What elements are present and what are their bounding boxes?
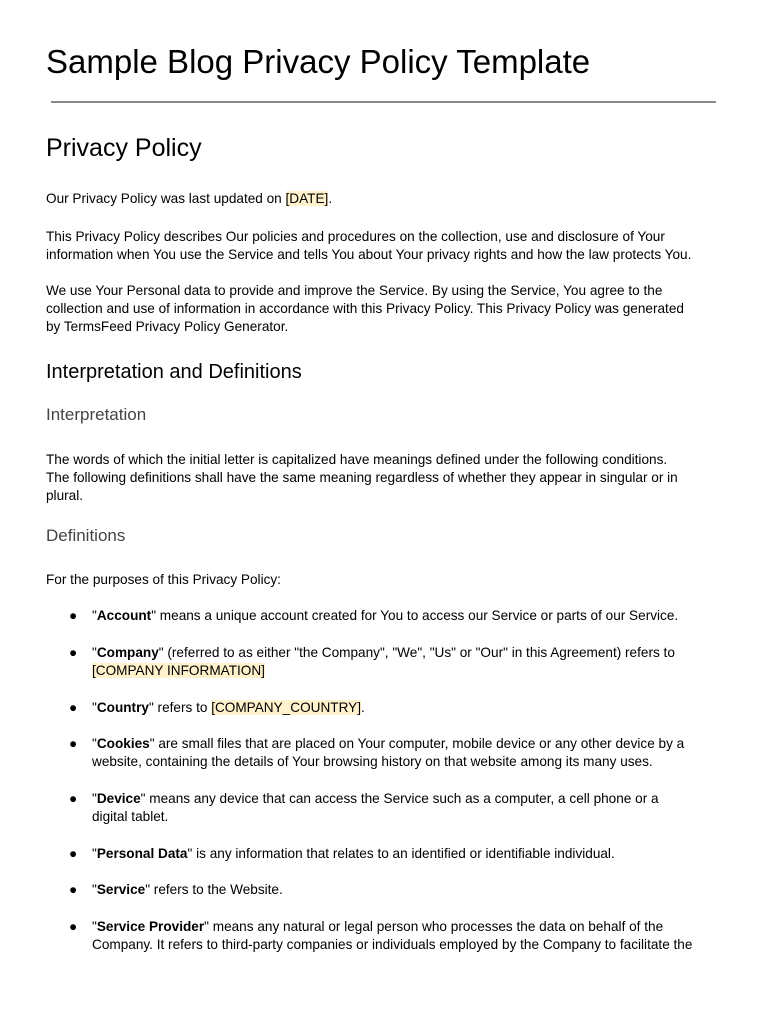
bullet-icon: ●	[69, 645, 78, 660]
bullet-icon: ●	[69, 736, 78, 751]
usage-line: We use Your Personal data to provide and improve the Service. By using the Service, You agree to the	[46, 283, 663, 298]
company-country-placeholder: [COMPANY_COUNTRY]	[211, 700, 361, 715]
definition-line: digital tablet.	[92, 809, 169, 825]
definition-line: "Country" refers to [COMPANY_COUNTRY].	[92, 700, 365, 715]
document-title: Sample Blog Privacy Policy Template	[46, 43, 591, 80]
definition-term: Company	[96, 645, 159, 660]
definition-country	[69, 699, 732, 717]
bullet-icon: ●	[69, 846, 78, 861]
definition-text: " means a unique account created for You to access our Service or parts of our Service.	[151, 608, 679, 623]
definition-line: "Service Provider" means any natural or legal person who processes the data on behalf of the	[92, 919, 664, 934]
definition-term: Country	[96, 700, 149, 715]
definition-text: " (referred to as either "the Company", "We", "Us" or "Our" in this Agreement) refers to	[158, 645, 675, 660]
definition-line: website, containing the details of Your browsing history on that website among its many uses.	[92, 754, 653, 770]
definition-service-provider	[69, 918, 732, 954]
usage-line: by TermsFeed Privacy Policy Generator.	[46, 319, 289, 335]
definition-service	[69, 881, 732, 899]
definition-text: " are small files that are placed on Your computer, mobile device or any other device by a	[149, 736, 685, 751]
definition-line: "Service" refers to the Website.	[92, 882, 283, 897]
usage-line: collection and use of information in accordance with this Privacy Policy. This Privacy Policy was generated	[46, 301, 684, 317]
bullet-icon: ●	[69, 700, 78, 715]
definition-period: .	[361, 700, 365, 715]
definition-term: Cookies	[96, 736, 150, 751]
last-updated-period: .	[328, 191, 333, 206]
definition-term: Account	[96, 608, 152, 623]
date-placeholder: [DATE]	[285, 191, 329, 206]
usage-paragraph	[46, 282, 726, 337]
definitions-intro: For the purposes of this Privacy Policy:	[46, 572, 281, 587]
definition-line: Company. It refers to third-party companies or individuals employed by the Company to facilitate the	[92, 937, 693, 953]
bullet-icon: ●	[69, 608, 78, 623]
definition-text: " is any information that relates to an identified or identifiable individual.	[187, 846, 615, 861]
definitions-heading: Definitions	[46, 526, 126, 545]
interpretation-line: The words of which the initial letter is capitalized have meanings defined under the following conditions.	[46, 452, 668, 467]
definition-line: "Account" means a unique account created for You to access our Service or parts of our Service.	[92, 608, 679, 623]
definition-term: Service Provider	[96, 919, 205, 934]
last-updated-text: Our Privacy Policy was last updated on	[46, 191, 286, 206]
definition-line: "Company" (referred to as either "the Company", "We", "Us" or "Our" in this Agreement) refers to	[92, 645, 675, 660]
privacy-policy-heading: Privacy Policy	[46, 134, 202, 162]
definition-text: " means any device that can access the Service such as a computer, a cell phone or a	[140, 791, 659, 806]
last-updated-paragraph	[46, 190, 726, 208]
definition-line: "Cookies" are small files that are placed on Your computer, mobile device or any other device by a	[92, 736, 685, 751]
definition-term: Device	[96, 791, 141, 806]
definition-term: Service	[96, 882, 146, 897]
definition-device	[69, 790, 732, 826]
interpretation-definitions-heading: Interpretation and Definitions	[46, 361, 302, 383]
definition-text: " refers to	[148, 700, 212, 715]
definition-account	[69, 607, 732, 625]
interpretation-line: plural.	[46, 488, 84, 504]
definition-line: "Personal Data" is any information that relates to an identified or identifiable individual.	[92, 846, 615, 861]
definition-cookies	[69, 735, 732, 771]
intro-line: This Privacy Policy describes Our policies and procedures on the collection, use and disclosure of Your	[46, 229, 665, 244]
intro-paragraph	[46, 228, 726, 264]
interpretation-heading: Interpretation	[46, 405, 147, 424]
definition-line: "Device" means any device that can access the Service such as a computer, a cell phone or a	[92, 791, 659, 806]
intro-line: information when You use the Service and tells You about Your privacy rights and how the law protects You.	[46, 247, 692, 263]
definition-personal-data	[69, 845, 732, 863]
definition-text: " means any natural or legal person who processes the data on behalf of the	[204, 919, 664, 934]
interpretation-line: The following definitions shall have the same meaning regardless of whether they appear in singular or in	[46, 470, 678, 486]
company-information-placeholder: [COMPANY INFORMATION]	[92, 663, 265, 679]
interpretation-paragraph	[46, 451, 726, 506]
definition-line	[92, 662, 732, 680]
definition-text: " refers to the Website.	[145, 882, 283, 897]
bullet-icon: ●	[69, 882, 78, 897]
title-divider	[51, 101, 716, 103]
bullet-icon: ●	[69, 919, 78, 934]
bullet-icon: ●	[69, 791, 78, 806]
definition-company	[69, 644, 732, 680]
definition-term: Personal Data	[96, 846, 188, 861]
